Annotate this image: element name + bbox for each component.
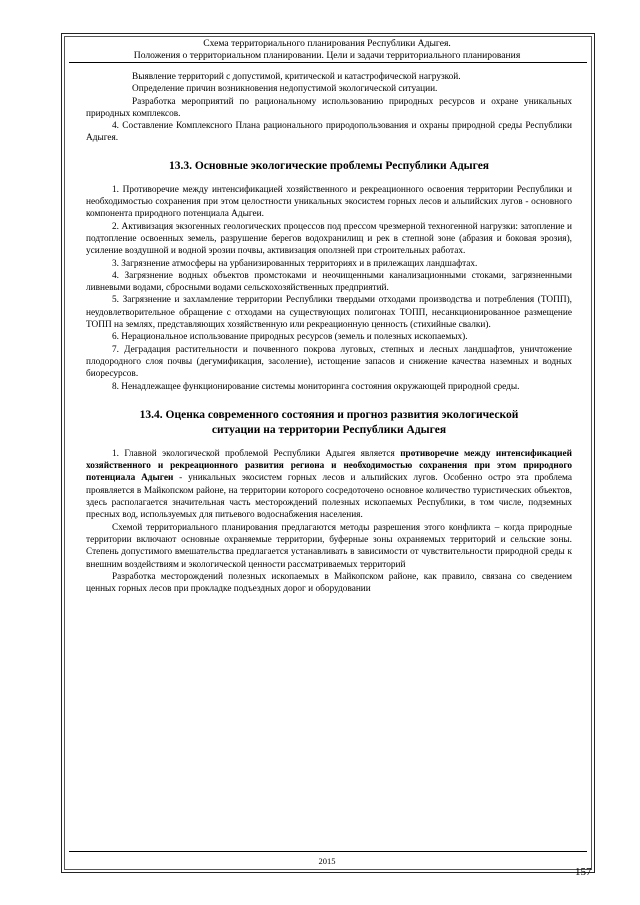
intro-paragraph-4: 4. Составление Комплексного Плана рационального природопользования и охраны природной среды Республики Адыгея. — [86, 121, 572, 144]
footer-year: 2015 — [318, 856, 336, 866]
section-heading-13-4 — [86, 408, 572, 438]
running-header — [70, 38, 584, 62]
assessment-p1-end: - уникальных экосистем горных лесов и альпийских лугов. Особенно остро эта проблема проявляется в Майкопском районе, на территории которого сосредоточено основное количество туристических объектов, здесь располагается значительная часть месторождений полезных ископаемых Республики, в том числе, подземных пресных вод, используемых для питьевого водоснабжения населения. — [86, 473, 572, 521]
problem-item: 8. Ненадлежащее функционирование системы мониторинга состояния окружающей природной среды. — [112, 381, 520, 392]
problem-item: 4. Загрязнение водных объектов промстоками и неочищенными канализационными стоками, загрязненными ливневыми водами, сбросными водами сельскохозяйственных предприятий. — [86, 270, 572, 294]
header-subtitle: Положения о территориальном планировании. Цели и задачи территориального планирования — [133, 50, 521, 61]
section-heading-line-1: 13.4. Оценка современного состояния и прогноз развития экологической — [139, 408, 519, 421]
problem-item: 5. Загрязнение и захламление территории Республики твердыми отходами производства и потребления (ТОПП), неудовлетворительное обращение с отходами на существующих полигонах ТОПП, несанкционированное размещение ТОПП на землях, представляющих хозяйственную или рекреационную ценность (стихийные свалки). — [86, 295, 572, 331]
problem-item: 3. Загрязнение атмосферы на урбанизированных территориях и в прилежащих ландшафтах. — [112, 258, 478, 269]
problem-item: 7. Деградация растительности и почвенного покрова луговых, степных и лесных ландшафтов, уничтожение плодородного слоя почвы (дегумификация, засоление), истощение запасов и снижение качества наземных и водных биоресурсов. — [86, 344, 572, 380]
intro-paragraph-3: Разработка мероприятий по рациональному использованию природных ресурсов и охране уникальных природных комплексов. — [86, 96, 572, 119]
document-body — [86, 71, 572, 595]
problem-item: 6. Нерациональное использование природных ресурсов (земель и полезных ископаемых). — [112, 332, 468, 343]
assessment-p1-start: 1. Главной экологической проблемой Республики Адыгея является — [112, 448, 401, 459]
problem-item: 2. Активизация экзогенных геологических процессов под прессом чрезмерной техногенной нагрузки: затопление и подтопление освоенных земель, разрушение берегов водохранилищ и рек в степной зоне (абразия и боковая эрозия), усиление воздушной и водной эрозии почвы, активизация оползней при строительных работах. — [86, 221, 572, 257]
assessment-paragraph-3: Разработка месторождений полезных ископаемых в Майкопском районе, как правило, связана со сведением ценных горных лесов при прокладке подъездных дорог и оборудовании — [86, 571, 572, 595]
section-heading-line-2: ситуации на территории Республики Адыгея — [211, 423, 447, 436]
problem-item: 1. Противоречие между интенсификацией хозяйственного и рекреационного освоения территории Республики и необходимостью сохранения при этом целостности уникальных экосистем горных лесов и альпийских лугов - основного компонента природного потенциала Адыгеи. — [86, 184, 572, 220]
footer-divider — [69, 851, 587, 852]
assessment-p1-emphasis: противоречие между интенсификацией хозяйственного и рекреационного развития региона и необходимостью сохранения при этом природного потенциала Адыгеи — [86, 448, 572, 484]
header-title: Схема территориального планирования Республики Адыгея. — [203, 38, 451, 49]
assessment-paragraph-1 — [86, 448, 572, 522]
page-number: 157 — [575, 866, 592, 878]
intro-paragraph-2: Определение причин возникновения недопустимой экологической ситуации. — [132, 84, 438, 95]
assessment-paragraph-2: Схемой территориального планирования предлагаются методы разрешения этого конфликта – когда природные территории включают основные охраняемые территории, буферные зоны охраняемых территорий и сельские зоны. Степень допустимого вмешательства предлагается устанавливать в зависимости от чувствительности природной среды к внешним воздействиям и экологической ценности рассматриваемых территорий — [86, 522, 572, 570]
intro-paragraph-1: Выявление территорий с допустимой, критической и катастрофической нагрузкой. — [132, 72, 461, 82]
section-heading-13-3: 13.3. Основные экологические проблемы Республики Адыгея — [168, 159, 490, 172]
header-divider — [69, 62, 587, 63]
